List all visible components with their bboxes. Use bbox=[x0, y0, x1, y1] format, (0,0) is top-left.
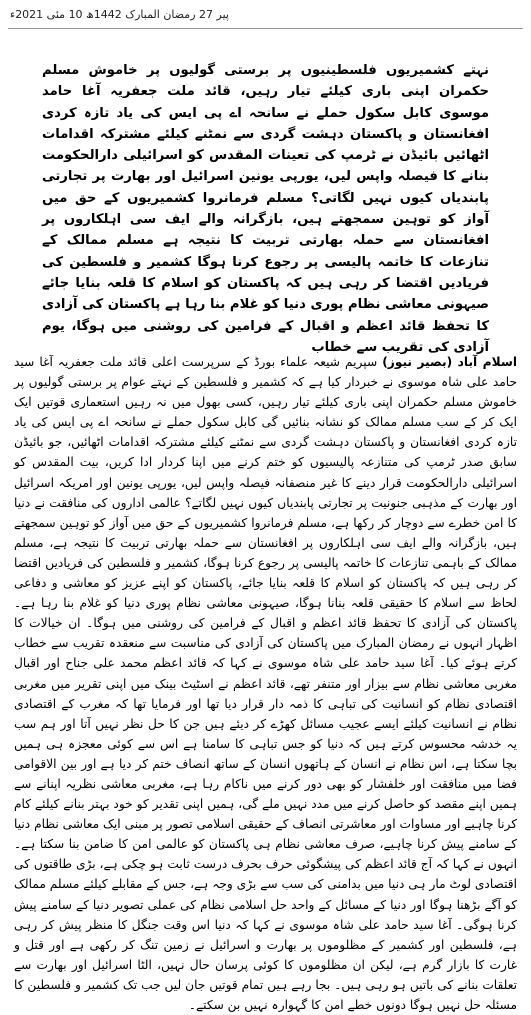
headline-summary bbox=[42, 60, 489, 355]
article-paragraph bbox=[14, 352, 517, 1015]
headline-text: نہتے کشمیریوں فلسطینیوں پر برستی گولیوں پر خاموش مسلم حکمران اپنی باری کیلئے تیار رہیں، قائد ملت جعفریہ آغا حامد موسوی کابل سکول حملے نے سانحہ اے پی ایس کی یاد تازہ کردی افغانستان و پاکستان دہشت گردی سے نمٹنے کیلئے مشترکہ اقدامات اٹھائیں بائیڈن نے ٹرمپ کی تعینات المقدس کو اسرائیلی دارالحکومت بنانے کا فیصلہ واپس لیں، یورپی یونین اسرائیل اور بھارت پر تجارتی پابندیاں کیوں نہیں لگاتی؟ مسلم فرمانروا کشمیریوں کے حق میں آواز کو توہین سمجھتے ہیں، بازگرانہ والے ایف سی اہلکاروں پر افغانستان سے حملہ بھارتی تربیت کا نتیجہ ہے مسلم ممالک کے تنازعات کا خاتمہ پالیسی پر رجوع کرنا ہوگا کشمیر و فلسطین کی فریادیں اقتضا کر رہی ہیں کہ پاکستان کو اسلام کا قلعہ بنایا جائے صیہونی معاشی نظام پوری دنیا کو غلام بنا رہا ہے پاکستان کی آزادی کا تحفظ قائد اعظم و اقبال کے فرامین کی روشنی میں ہوگا، یوم آزادی کی تقریب سے خطاب bbox=[42, 63, 489, 355]
article-body bbox=[14, 352, 517, 1012]
issue-date: پیر 27 رمضان المبارک 1442ھ 10 مئی 2021ء bbox=[10, 8, 229, 21]
article-dateline: اسلام آباد (بصیر نیوز) bbox=[382, 355, 517, 369]
newspaper-header bbox=[8, 6, 523, 29]
article-text: سپریم شیعہ علماء بورڈ کے سرپرست اعلی قائد ملت جعفریہ آغا سید حامد علی شاہ موسوی نے خبردار کیا ہے کہ کشمیر و فلسطین کے نہتے عوام پر برستی گولیوں پر خاموش مسلم حکمران اپنی باری کیلئے تیار رہیں، کسی بھول میں نہ رہیں استعماری قوتیں ایک ایک کر کے سب مسلم ممالک کو نشانہ بنائیں گی کابل سکول حملے نے سانحہ اے پی ایس کی یاد تازہ کردی افغانستان و پاکستان دہشت گردی سے نمٹنے کیلئے مشترکہ اقدامات اٹھائیں، جو بائیڈن سابق صدر ٹرمپ کی متنازعہ پالیسیوں کو ختم کرنے میں اپنا کردار ادا کریں، بیت المقدس کو اسرائیلی دارالحکومت قرار دینے کا غیر منصفانہ فیصلہ واپس لیں، یورپی یونین اور امریکہ اسرائیل اور بھارت کے مذہبی جنونیت پر تجارتی پابندیاں کیوں نہیں لگاتے؟ عالمی اداروں کی منافقت نے دنیا کا امن خطرے سے دوچار کر رکھا ہے، مسلم فرمانروا کشمیریوں کے حق میں آواز کو توہین سمجھتے ہیں، بازگرانہ والے ایف سی اہلکاروں پر افغانستان سے حملہ بھارتی تربیت کا نتیجہ ہے، مسلم ممالک کے باہمی تنازعات کا خاتمہ پالیسی پر رجوع کرنا ہوگا، کشمیر و فلسطین کی فریادیں اقتضا کر رہی ہیں کہ پاکستان کو اسلام کا قلعہ بنایا جائے، پاکستان کو اپنے عزیز کو معاشی و دفاعی لحاظ سے اسلام کا حقیقی قلعہ بنانا ہوگا، صیہونی معاشی نظام پوری دنیا کو غلام بنا رہا ہے۔ پاکستان کی آزادی کا تحفظ قائد اعظم و اقبال کے فرامین کی روشنی میں ہوگا۔ ان خیالات کا اظہار انہوں نے رمضان المبارک میں پاکستان کی آزادی کی مناسبت سے منعقدہ تقریب سے خطاب کرتے ہوئے کیا۔ آغا سید حامد علی شاہ موسوی نے کہا کہ قائد اعظم محمد علی جناح اور اقبال مغربی معاشی نظام سے بیزار اور متنفر تھے، قائد اعظم نے اسٹیٹ بینک میں اپنی تقریر میں مغربی اقتصادی نظام کو انسانیت کی تباہی کا ذمہ دار قرار دیا تھا اور فرمایا تھا کہ مغرب کے اقتصادی نظام نے انسانیت کیلئے ایسے عجیب مسائل کھڑے کر دیئے ہیں جن کا حل نظر نہیں آتا اور ہم سب یہ خدشہ محسوس کرتے ہیں کہ دنیا کو جس تباہی کا سامنا ہے اس سے کوئی معجزہ ہی ہمیں بچا سکتا ہے، اس نظام نے انسان کے ہاتھوں انسان کے ساتھ انصاف ختم کر دیا ہے اور بین الاقوامی فضا میں منافقت اور خلفشار کو بھی دور کرنے میں ناکام رہا ہے، مغربی معاشی نظریہ اپنانے سے ہمیں اپنے مقصد کو حاصل کرنے میں مدد نہیں ملے گی، ہمیں اپنی تقدیر کو خود بہتر بنانے کیلئے کام کرنا چاہیے اور مساوات اور معاشرتی انصاف کے حقیقی اسلامی تصور پر مبنی ایک معاشی نظام دنیا کے سامنے پیش کرنا چاہیے، صرف معاشی نظام ہی پاکستان کو عالمی امن کا ضامن بنا سکتا ہے۔ انہوں نے کہا کہ آج قائد اعظم کی پیشگوئی حرف بحرف درست ثابت ہو چکی ہے، بڑی طاقتوں کی اقتصادی لوٹ مار ہی دنیا میں بدامنی کی سب سے بڑی وجہ ہے، جس کے مقابلے کیلئے مسلم ممالک کو آگے بڑھنا ہوگا اور دنیا کے مسائل کے واحد حل اسلامی نظام کی عملی تصویر دنیا کے سامنے پیش کرنا ہوگی۔ آغا سید حامد علی شاہ موسوی نے کہا کہ دنیا اس وقت جنگل کا منظر پیش کر رہی ہے، فلسطین اور کشمیر کے مظلوموں پر بھارت و اسرائیل نے زمین تنگ کر رکھی ہے اور قتل و غارت کا بازار گرم ہے، لیکن ان مظلوموں کا کوئی پرسان حال نہیں، الٹا اسرائیل اور بھارت سے تعلقات بنانے کی باتیں ہو رہی ہیں۔ بجا رہے ہیں تمام قوتیں جان لیں جب تک کشمیر و فلسطین کا مسئلہ حل نہیں ہوگا دونوں خطے امن کا گہوارہ نہیں بن سکتے۔ bbox=[14, 355, 517, 1012]
